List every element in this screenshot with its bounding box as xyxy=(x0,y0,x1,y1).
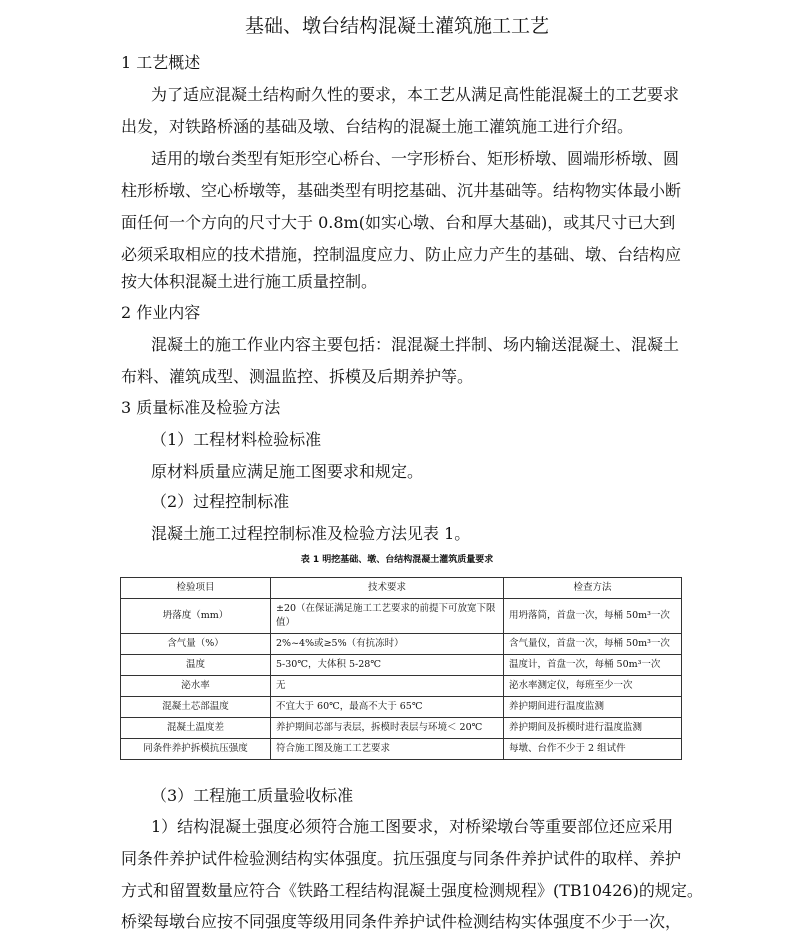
table-cell: 2%~4%或≥5%（有抗冻时） xyxy=(271,634,504,655)
table-row xyxy=(121,599,682,634)
paragraph-line: 混凝土施工过程控制标准及检验方法见表 1。 xyxy=(151,524,471,543)
paragraph-line: 1）结构混凝土强度必须符合施工图要求，对桥梁墩台等重要部位还应采用 xyxy=(151,817,674,836)
table-cell: 同条件养护拆模抗压强度 xyxy=(121,739,271,760)
header-cell: 检查方法 xyxy=(504,578,682,599)
table-row xyxy=(121,739,682,760)
paragraph-line: 方式和留置数量应符合《铁路工程结构混凝土强度检测规程》(TB10426)的规定。 xyxy=(121,881,703,900)
section-heading-3: 3 质量标准及检验方法 xyxy=(121,398,281,417)
table-cell: 养护期间及拆模时进行温度监测 xyxy=(504,718,682,739)
paragraph-line: 柱形桥墩、空心桥墩等，基础类型有明挖基础、沉井基础等。结构物实体最小断 xyxy=(121,181,682,200)
paragraph-line: 面任何一个方向的尺寸大于 0.8m(如实心墩、台和厚大基础)，或其尺寸已大到 xyxy=(121,213,676,232)
paragraph-line: 原材料质量应满足施工图要求和规定。 xyxy=(151,462,424,481)
table-row xyxy=(121,697,682,718)
paragraph-line: 为了适应混凝土结构耐久性的要求，本工艺从满足高性能混凝土的工艺要求 xyxy=(151,85,680,104)
table-cell: 泌水率 xyxy=(121,676,271,697)
table-row xyxy=(121,655,682,676)
quality-requirements-table xyxy=(120,577,682,760)
table-row xyxy=(121,634,682,655)
section-heading-1: 1 工艺概述 xyxy=(121,53,201,72)
table-caption: 表 1 明挖基础、墩、台结构混凝土灌筑质量要求 xyxy=(300,555,494,565)
document-title: 基础、墩台结构混凝土灌筑施工工艺 xyxy=(244,15,549,37)
header-cell: 技术要求 xyxy=(271,578,504,599)
section-heading-2: 2 作业内容 xyxy=(121,303,201,322)
subsection-heading: （1）工程材料检验标准 xyxy=(151,430,322,449)
paragraph-line: 按大体积混凝土进行施工质量控制。 xyxy=(121,272,378,291)
paragraph-line: 必须采取相应的技术措施，控制温度应力、防止应力产生的基础、墩、台结构应 xyxy=(121,245,682,264)
paragraph-line: 桥梁每墩台应按不同强度等级用同条件养护试件检测结构实体强度不少于一次， xyxy=(121,912,682,931)
table-cell: 温度计，首盘一次，每桶 50m³一次 xyxy=(504,655,682,676)
paragraph-line: 布料、灌筑成型、测温监控、拆模及后期养护等。 xyxy=(121,367,474,386)
paragraph-line: 出发，对铁路桥涵的基础及墩、台结构的混凝土施工灌筑施工进行介绍。 xyxy=(121,117,634,136)
table-cell: 混凝土芯部温度 xyxy=(121,697,271,718)
paragraph-line: 混凝土的施工作业内容主要包括：混混凝土拌制、场内输送混凝土、混凝土 xyxy=(151,335,680,354)
subsection-heading: （3）工程施工质量验收标准 xyxy=(151,786,354,805)
table-cell: 坍落度（mm） xyxy=(121,599,271,634)
table-cell: 无 xyxy=(271,676,504,697)
table-cell: 养护期间芯部与表层，拆模时表层与环境＜ 20℃ xyxy=(271,718,504,739)
table-cell: 符合施工图及施工工艺要求 xyxy=(271,739,504,760)
paragraph-line: 同条件养护试件检验测结构实体强度。抗压强度与同条件养护试件的取样、养护 xyxy=(121,849,682,868)
table-cell: 不宜大于 60℃，最高不大于 65℃ xyxy=(271,697,504,718)
table-cell: 用坍落筒，首盘一次，每桶 50m³一次 xyxy=(504,599,682,634)
table-cell: 温度 xyxy=(121,655,271,676)
table-row xyxy=(121,718,682,739)
table-cell: ±20（在保证满足施工工艺要求的前提下可放宽下限值） xyxy=(271,599,504,634)
table-cell: 每墩、台作不少于 2 组试件 xyxy=(504,739,682,760)
table-cell: 泌水率测定仪，每班至少一次 xyxy=(504,676,682,697)
table-cell: 混凝土温度差 xyxy=(121,718,271,739)
table-header-row xyxy=(121,578,682,599)
table-cell: 含气量（%） xyxy=(121,634,271,655)
table-row xyxy=(121,676,682,697)
table-cell: 养护期间进行温度监测 xyxy=(504,697,682,718)
subsection-heading: （2）过程控制标准 xyxy=(151,492,290,511)
header-cell: 检验项目 xyxy=(121,578,271,599)
table-cell: 5-30℃，大体积 5-28℃ xyxy=(271,655,504,676)
paragraph-line: 适用的墩台类型有矩形空心桥台、一字形桥台、矩形桥墩、圆端形桥墩、圆 xyxy=(151,149,680,168)
table-cell: 含气量仪，首盘一次，每桶 50m³一次 xyxy=(504,634,682,655)
